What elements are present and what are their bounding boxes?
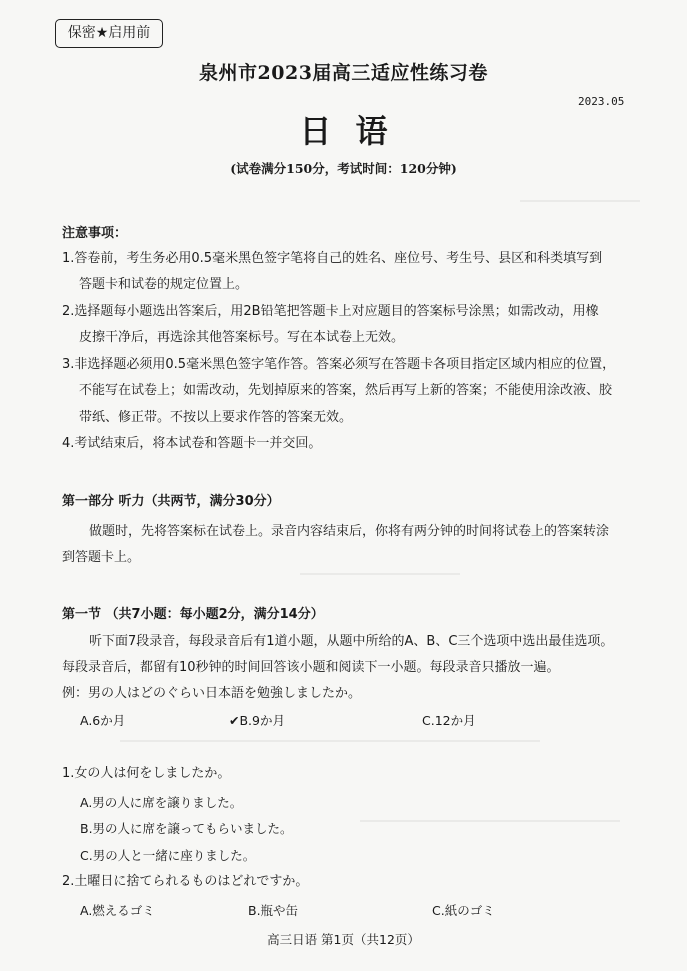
question-option: B.男の人に席を譲ってもらいました。 xyxy=(80,821,293,836)
part1-intro-line: 做题时，先将答案标在试卷上。录音内容结束后，你将有两分钟的时间将试卷上的答案转涂 xyxy=(89,524,610,539)
bleed-mark xyxy=(120,740,540,742)
section1-heading: 第一节 （共7小题：每小题2分，满分14分） xyxy=(62,607,324,622)
example-option-b: ✔B.9か月 xyxy=(229,713,285,728)
notes-line: 皮擦干净后，再选涂其他答案标号。写在本试卷上无效。 xyxy=(79,330,405,345)
notes-line: 不能写在试卷上；如需改动，先划掉原来的答案，然后再写上新的答案；不能使用涂改液、胶 xyxy=(79,383,613,398)
bleed-mark xyxy=(360,820,620,822)
notes-line: 4.考试结束后，将本试卷和答题卡一并交回。 xyxy=(62,436,322,451)
question-option: C.紙のゴミ xyxy=(432,903,495,918)
notes-line: 答题卡和试卷的规定位置上。 xyxy=(79,277,249,292)
bleed-mark xyxy=(520,200,640,202)
question-text: 1.女の人は何をしましたか。 xyxy=(62,766,231,781)
example-option-a: A.6か月 xyxy=(80,713,126,728)
secret-badge: 保密★启用前 xyxy=(55,19,163,48)
section1-intro-line: 听下面7段录音，每段录音后有1道小题，从题中所给的A、B、C三个选项中选出最佳选项。 xyxy=(89,634,614,649)
question-option: A.男の人に席を譲りました。 xyxy=(80,795,243,810)
subject-title: 日语 xyxy=(299,112,412,150)
exam-title: 泉州市2023届高三适应性练习卷 xyxy=(199,62,488,84)
notes-line: 3.非选择题必须用0.5毫米黑色签字笔作答。答案必须写在答题卡各项目指定区域内相应的位置， xyxy=(62,357,616,372)
question-option: B.瓶や缶 xyxy=(248,903,299,918)
part1-heading: 第一部分 听力（共两节，满分30分） xyxy=(62,494,280,509)
notes-line: 带纸、修正带。不按以上要求作答的答案无效。 xyxy=(79,410,353,425)
exam-date: 2023.05 xyxy=(578,95,625,108)
notes-line: 1.答卷前，考生务必用0.5毫米黑色签字笔将自己的姓名、座位号、考生号、县区和科类填写到 xyxy=(62,251,603,266)
section1-intro-line: 每段录音后，都留有10秒钟的时间回答该小题和阅读下一小题。每段录音只播放一遍。 xyxy=(62,660,560,675)
question-option: A.燃えるゴミ xyxy=(80,903,155,918)
part1-intro-line: 到答题卡上。 xyxy=(62,550,141,565)
notes-line: 2.选择题每小题选出答案后，用2B铅笔把答题卡上对应题目的答案标号涂黑；如需改动，用橡 xyxy=(62,304,599,319)
score-info: (试卷满分150分，考试时间：120分钟) xyxy=(230,161,457,176)
notes-heading: 注意事项： xyxy=(62,226,128,241)
page-footer: 高三日语 第1页（共12页） xyxy=(267,932,420,947)
example-question: 例：男の人はどのぐらい日本語を勉強しましたか。 xyxy=(62,686,362,701)
question-option: C.男の人と一緒に座りました。 xyxy=(80,848,256,863)
bleed-mark xyxy=(300,573,460,575)
example-option-c: C.12か月 xyxy=(422,713,476,728)
question-text: 2.土曜日に捨てられるものはどれですか。 xyxy=(62,874,309,889)
